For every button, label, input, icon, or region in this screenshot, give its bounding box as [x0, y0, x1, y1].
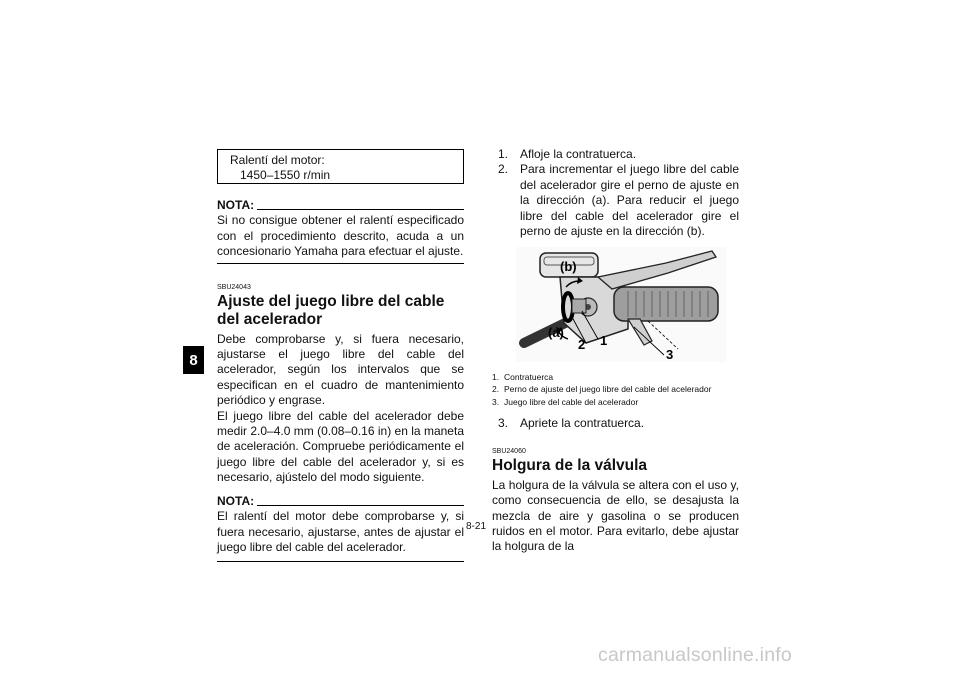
- step-text: Para incrementar el juego libre del cable del acelerador gire el perno de ajuste en la dirección (a). Para reducir el juego libre del cable del acelerador gire el perno de ajuste en la dirección (b).: [520, 162, 739, 239]
- section-code: SBU24060: [492, 447, 526, 455]
- spec-label: Ralentí del motor:: [230, 153, 325, 167]
- caption-number: 2.: [492, 384, 500, 395]
- step-item: [492, 416, 739, 431]
- caption-text: Perno de ajuste del juego libre del cable del acelerador: [504, 384, 712, 395]
- page-number: 8-21: [466, 521, 487, 532]
- note-text: El ralentí del motor debe comprobarse y, si fuera necesario, ajustarse, antes de ajustar el juego libre del cable del acelerador.: [217, 509, 464, 554]
- step-item: [492, 147, 739, 162]
- paragraph: El juego libre del cable del acelerador debe medir 2.0–4.0 mm (0.08–0.16 in) en la maneta de aceleración. Compruebe periódicamente el juego libre del cable del acelerador y, si es necesario, ajústelo del modo siguiente.: [217, 408, 464, 485]
- step-number: 1.: [498, 147, 509, 161]
- note-rule: [257, 505, 464, 506]
- spec-value: 1450–1550 r/min: [240, 168, 331, 182]
- paragraph: La holgura de la válvula se altera con el uso y, como consecuencia de ello, se desajusta la mezcla de aire y gasolina o se producen ruidos en el motor. Para evitarlo, debe ajustar la holgura de la: [492, 477, 739, 554]
- note-text: Si no consigue obtener el ralentí especificado con el procedimiento descrito, acuda a un concesionario Yamaha para efectuar el ajuste.: [217, 213, 464, 259]
- note-rule: [257, 209, 464, 210]
- note-end-rule: [217, 263, 464, 264]
- caption-text: Juego libre del cable del acelerador: [504, 396, 639, 407]
- caption-item: [492, 396, 739, 409]
- label-a: (a): [548, 325, 564, 341]
- caption-item: [492, 383, 739, 396]
- step-text: Apriete la contratuerca.: [520, 416, 645, 431]
- right-column: [492, 147, 739, 555]
- caption-item: [492, 371, 739, 384]
- figure-captions: [492, 371, 739, 409]
- caption-number: 1.: [492, 371, 500, 382]
- label-2: 2: [578, 337, 586, 353]
- caption-text: Contratuerca: [504, 371, 554, 382]
- throttle-cable-figure: [516, 247, 726, 362]
- step-text: Afloje la contratuerca.: [520, 147, 637, 161]
- step-list: [492, 416, 739, 431]
- label-3: 3: [666, 347, 674, 363]
- note-header: [217, 494, 464, 509]
- paragraph: Debe comprobarse y, si fuera necesario, ajustarse el juego libre del cable del acelerador, según los intervalos que se especifican en el cuadro de mantenimiento periódico y engrase.: [217, 331, 464, 408]
- chapter-tab: 8: [183, 346, 204, 374]
- label-b: (b): [560, 259, 577, 275]
- step-number: 3.: [498, 416, 509, 431]
- step-number: 2.: [498, 162, 509, 177]
- note-label: NOTA:: [217, 493, 255, 508]
- left-column: [217, 149, 464, 562]
- note-label: NOTA:: [217, 198, 255, 212]
- idle-spec-box: [217, 149, 464, 184]
- section-title: Ajuste del juego libre del cable del acelerador: [217, 292, 445, 328]
- section-title: Holgura de la válvula: [492, 456, 648, 474]
- caption-number: 3.: [492, 396, 500, 407]
- watermark: carmanualsonline.info: [598, 644, 792, 666]
- label-1: 1: [600, 333, 608, 349]
- step-list: [492, 147, 739, 239]
- note-end-rule: [217, 561, 464, 562]
- note-header: [217, 198, 464, 213]
- step-item: [492, 162, 739, 239]
- section-code: SBU24043: [217, 283, 251, 291]
